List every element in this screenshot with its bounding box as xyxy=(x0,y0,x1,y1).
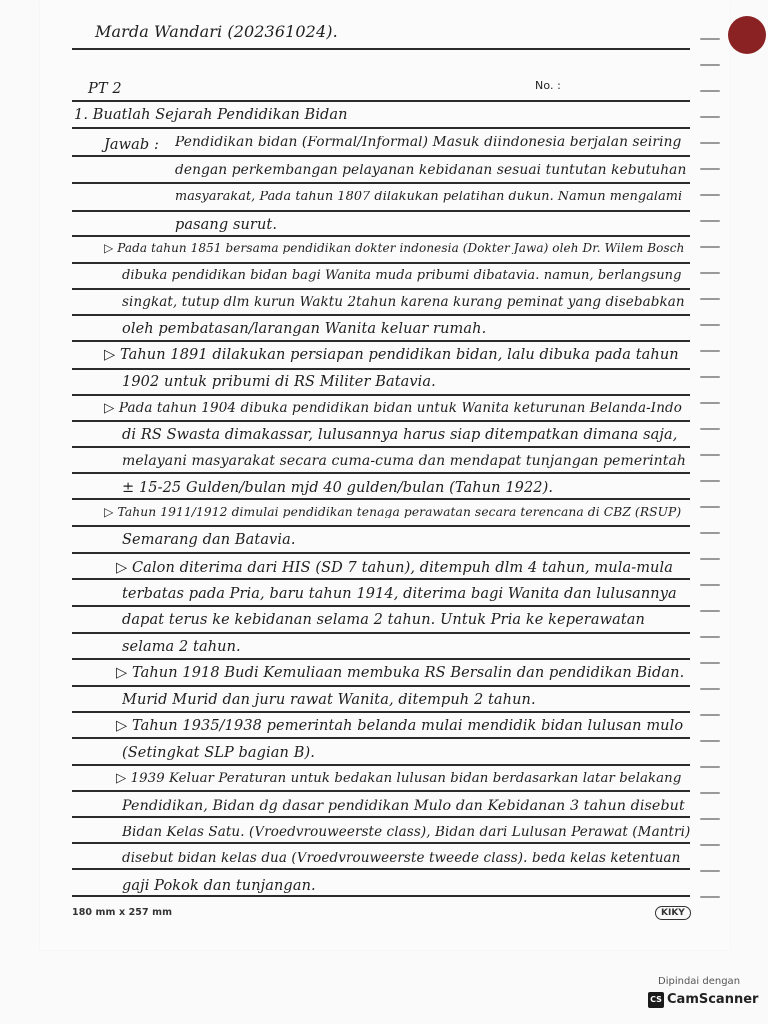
binder-hole xyxy=(700,896,720,898)
binder-hole xyxy=(700,532,720,534)
ruled-line xyxy=(72,868,690,870)
answer-line: ▷ Tahun 1891 dilakukan persiapan pendidikan bidan, lalu dibuka pada tahun xyxy=(104,348,679,363)
ruled-line xyxy=(72,48,690,50)
ruled-line xyxy=(72,578,690,580)
binder-hole xyxy=(700,402,720,404)
ruled-line xyxy=(72,100,690,102)
answer-line: 1902 untuk pribumi di RS Militer Batavia. xyxy=(122,375,436,390)
binder-hole xyxy=(700,766,720,768)
binder-hole xyxy=(700,870,720,872)
binder-hole xyxy=(700,792,720,794)
binder-hole xyxy=(700,272,720,274)
answer-line: ▷ 1939 Keluar Peraturan untuk bedakan lulusan bidan berdasarkan latar belakang xyxy=(116,772,682,786)
answer-line: ▷ Tahun 1911/1912 dimulai pendidikan tenaga perawatan secara terencana di CBZ (RSUP) xyxy=(104,506,682,519)
binder-hole xyxy=(700,350,720,352)
page-number-label: No. : xyxy=(535,79,561,92)
ruled-line xyxy=(72,711,690,713)
ruled-line xyxy=(72,790,690,792)
ruled-line xyxy=(72,498,690,500)
binder-hole xyxy=(700,220,720,222)
answer-line: pasang surut. xyxy=(175,218,278,233)
ruled-line xyxy=(72,737,690,739)
ruled-line xyxy=(72,314,690,316)
answer-line: dengan perkembangan pelayanan kebidanan sesuai tuntutan kebutuhan xyxy=(175,164,687,178)
ruled-line xyxy=(72,552,690,554)
ruled-line xyxy=(72,632,690,634)
binder-hole xyxy=(700,714,720,716)
camscanner-watermark xyxy=(642,974,759,1014)
paper-size-label: 180 mm x 257 mm xyxy=(72,907,173,918)
answer-line: masyarakat, Pada tahun 1807 dilakukan pelatihan dukun. Namun mengalami xyxy=(175,191,683,204)
ruled-line xyxy=(72,235,690,237)
ruled-line xyxy=(72,842,690,844)
binder-hole xyxy=(700,116,720,118)
binder-hole xyxy=(700,90,720,92)
binder-hole xyxy=(700,376,720,378)
ruled-line xyxy=(72,895,690,897)
red-dot-marker xyxy=(728,16,766,54)
binder-hole xyxy=(700,64,720,66)
answer-line: melayani masyarakat secara cuma-cuma dan mendapat tunjangan pemerintah xyxy=(122,454,687,468)
binder-hole xyxy=(700,142,720,144)
answer-line: Murid Murid dan juru rawat Wanita, ditempuh 2 tahun. xyxy=(122,693,536,708)
ruled-line xyxy=(72,394,690,396)
answer-label: Jawab : xyxy=(104,137,159,153)
answer-line: disebut bidan kelas dua (Vroedvrouweerste tweede class). beda kelas ketentuan xyxy=(122,852,681,866)
binder-hole xyxy=(700,246,720,248)
ruled-line xyxy=(72,210,690,212)
binder-hole xyxy=(700,584,720,586)
answer-line: ± 15-25 Gulden/bulan mjd 40 gulden/bulan (Tahun 1922). xyxy=(122,481,554,496)
binder-hole xyxy=(700,636,720,638)
binder-hole xyxy=(700,480,720,482)
subject-code: PT 2 xyxy=(88,81,122,97)
answer-line: dibuka pendidikan bidan bagi Wanita muda pribumi dibatavia. namun, berlangsung xyxy=(122,269,682,282)
answer-line: ▷ Tahun 1918 Budi Kemuliaan membuka RS Bersalin dan pendidikan Bidan. xyxy=(116,666,685,681)
binder-hole xyxy=(700,38,720,40)
binder-hole xyxy=(700,506,720,508)
ruled-line xyxy=(72,368,690,370)
binder-hole xyxy=(700,818,720,820)
ruled-line xyxy=(72,764,690,766)
ruled-line xyxy=(72,605,690,607)
binder-hole xyxy=(700,558,720,560)
ruled-line xyxy=(72,658,690,660)
answer-line: singkat, tutup dlm kurun Waktu 2tahun karena kurang peminat yang disebabkan xyxy=(122,296,685,310)
binder-hole xyxy=(700,298,720,300)
binder-hole xyxy=(700,194,720,196)
answer-line: oleh pembatasan/larangan Wanita keluar rumah. xyxy=(122,322,487,337)
binder-hole xyxy=(700,610,720,612)
ruled-line xyxy=(72,182,690,184)
ruled-line xyxy=(72,340,690,342)
binder-hole xyxy=(700,454,720,456)
answer-line: terbatas pada Pria, baru tahun 1914, diterima bagi Wanita dan lulusannya xyxy=(122,587,677,602)
answer-line: Pendidikan bidan (Formal/Informal) Masuk diindonesia berjalan seiring xyxy=(175,136,682,150)
binder-hole xyxy=(700,662,720,664)
answer-line: Semarang dan Batavia. xyxy=(122,533,296,548)
answer-line: dapat terus ke kebidanan selama 2 tahun. Untuk Pria ke keperawatan xyxy=(122,613,645,628)
answer-line: ▷ Pada tahun 1904 dibuka pendidikan bidan untuk Wanita keturunan Belanda-Indo xyxy=(104,402,682,416)
binder-hole xyxy=(700,688,720,690)
ruled-line xyxy=(72,155,690,157)
binder-hole xyxy=(700,844,720,846)
ruled-line xyxy=(72,472,690,474)
binder-hole xyxy=(700,324,720,326)
scanner-caption: Dipindai dengan xyxy=(658,976,741,987)
ruled-line xyxy=(72,420,690,422)
answer-line: Bidan Kelas Satu. (Vroedvrouweerste class), Bidan dari Lulusan Perawat (Mantri) xyxy=(122,826,690,840)
ruled-line xyxy=(72,685,690,687)
scanner-brand: CamScanner xyxy=(667,992,759,1007)
answer-line: gaji Pokok dan tunjangan. xyxy=(122,879,316,894)
question-text: 1. Buatlah Sejarah Pendidikan Bidan xyxy=(74,107,348,123)
ruled-line xyxy=(72,446,690,448)
binder-hole xyxy=(700,740,720,742)
binder-hole xyxy=(700,168,720,170)
ruled-line xyxy=(72,288,690,290)
ruled-line xyxy=(72,262,690,264)
binder-hole xyxy=(700,428,720,430)
answer-line: ▷ Pada tahun 1851 bersama pendidikan dokter indonesia (Dokter Jawa) oleh Dr. Wilem Bosch xyxy=(104,242,685,254)
answer-line: ▷ Tahun 1935/1938 pemerintah belanda mulai mendidik bidan lulusan mulo xyxy=(116,719,684,734)
answer-line: Pendidikan, Bidan dg dasar pendidikan Mulo dan Kebidanan 3 tahun disebut xyxy=(122,799,685,814)
ruled-line xyxy=(72,816,690,818)
camscanner-logo-icon: CS xyxy=(648,992,664,1008)
answer-line: selama 2 tahun. xyxy=(122,640,241,655)
brand-logo: KIKY xyxy=(655,906,691,920)
answer-line: di RS Swasta dimakassar, lulusannya harus siap ditempatkan dimana saja, xyxy=(122,428,678,443)
answer-line: (Setingkat SLP bagian B). xyxy=(122,746,315,761)
ruled-line xyxy=(72,127,690,129)
student-name: Marda Wandari (202361024). xyxy=(95,22,338,41)
answer-line: ▷ Calon diterima dari HIS (SD 7 tahun), ditempuh dlm 4 tahun, mula-mula xyxy=(116,561,673,576)
ruled-line xyxy=(72,525,690,527)
